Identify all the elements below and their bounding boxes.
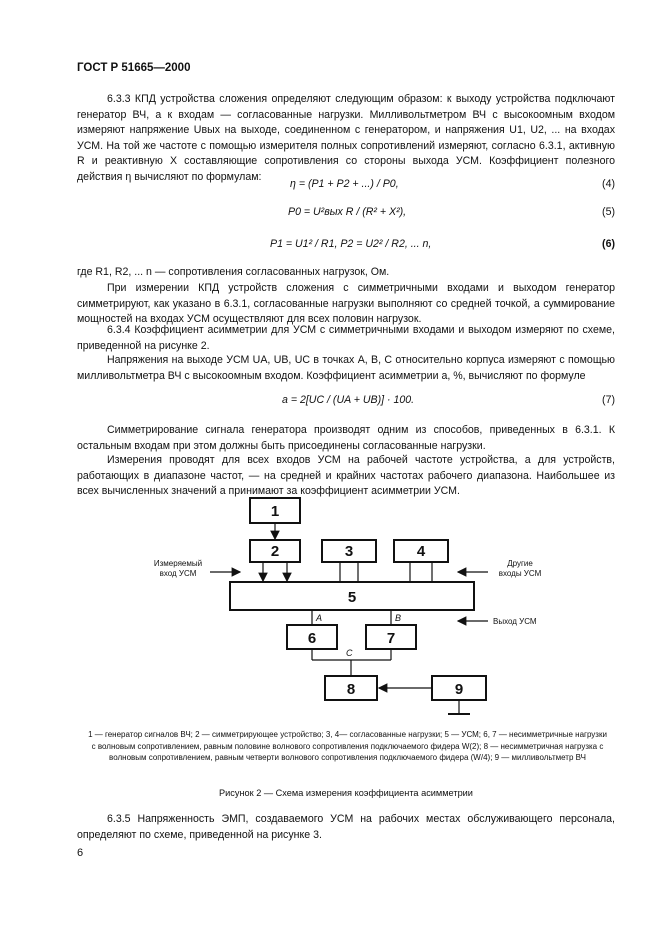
formula-6: P1 = U1² / R1, P2 = U2² / R2, ... n,	[270, 238, 432, 250]
block-2-label: 2	[270, 543, 280, 560]
block-8-label: 8	[346, 681, 356, 698]
block-3-label: 3	[344, 543, 354, 560]
figure-2-diagram	[0, 490, 661, 720]
paragraph-6-3-4: 6.3.4 Коэффициент асимметрии для УСМ с симметричными входами и выходом измеряют по схеме, приведенной на рисунке 2.	[77, 324, 615, 352]
block-6-label: 6	[307, 630, 317, 647]
paragraph-6-3-5: 6.3.5 Напряженность ЭМП, создаваемого УСМ на рабочих местах обслуживающего персонала, определяют по схеме, приведенной на рисунке 3.	[77, 813, 615, 841]
paragraph-measurements: Измерения проводят для всех входов УСМ на рабочей частоте устройства, а для устройств, работающих в диапазоне частот, — на средней и крайних частотах рабочего диапазона. Наибольшее из всех вычисленных значений a принимают за коэффициент асимметрии УСМ.	[77, 454, 615, 498]
block-5-label: 5	[347, 589, 357, 606]
block-4-label: 4	[416, 543, 426, 560]
label-other-inputs-1: Другие	[507, 559, 533, 568]
formula-4-number: (4)	[602, 178, 615, 190]
page-number: 6	[77, 847, 84, 859]
formula-4: η = (P1 + P2 + ...) / P0,	[290, 178, 399, 190]
formula-7: a = 2[UC / (UA + UB)] · 100.	[282, 394, 415, 406]
block-1-label: 1	[270, 503, 280, 520]
figure-legend: 1 — генератор сигналов ВЧ; 2 — симметрирующее устройство; 3, 4— согласованные нагрузки; 5 — УСМ; 6, 7 — несимметричные нагрузки с волновым сопротивлением, равным половине волнового сопротивления подключаемого фидера W(2); 8 — несимметричная нагрузка с волновым сопротивлением, равным четверти волнового сопротивления подключаемого фидера (W/4); 9 — милливольтметр ВЧ	[88, 730, 607, 762]
block-9-label: 9	[454, 681, 464, 698]
document-header: ГОСТ Р 51665—2000	[77, 62, 191, 74]
point-b: B	[395, 613, 402, 623]
point-c: C	[346, 648, 353, 658]
paragraph-6-3-3: 6.3.3 КПД устройства сложения определяют следующим образом: к выходу устройства подключают генератор ВЧ, а к входам — согласованные нагрузки. Милливольтметром ВЧ с высокоомным входом измеряют напряжение Uвых на выходе, соединенном с генератором, и напряжения U1, U2, ... на входах УСМ. На той же частоте с помощью измерителя полных сопротивлений измеряют, согласно 6.3.1, активную R и реактивную X составляющие сопротивления со стороны выхода УСМ. Коэффициент полезного действия η вычисляют по формулам:	[77, 93, 615, 183]
formula-5: P0 = U²вых R / (R² + X²),	[288, 206, 407, 218]
paragraph-voltage: Напряжения на выходе УСМ UA, UB, UC в точках A, B, C относительно корпуса измеряют с помощью милливольтметра ВЧ с высокоомным входом. Коэффициент асимметрии a, %, вычисляют по формуле	[77, 354, 615, 382]
paragraph-where: где R1, R2, ... n — сопротивления согласованных нагрузок, Ом.	[77, 266, 390, 278]
point-a: A	[316, 613, 323, 623]
paragraph-symmetric: При измерении КПД устройств сложения с симметричными входами и выходом генератор симметрируют, как указано в 6.3.1, согласованные нагрузки выполняют со средней точкой, а суммирование мощностей на входах УСМ осуществляют для всех половин нагрузок.	[77, 282, 615, 326]
figure-title: Рисунок 2 — Схема измерения коэффициента асимметрии	[219, 788, 473, 798]
label-other-inputs-2: входы УСМ	[498, 569, 542, 578]
formula-5-number: (5)	[602, 206, 615, 218]
formula-6-number: (6)	[602, 238, 615, 250]
label-output: Выход УСМ	[493, 617, 537, 626]
label-measured-input-1: Измеряемый	[153, 559, 203, 568]
label-measured-input-2: вход УСМ	[159, 569, 197, 578]
paragraph-symmetrization: Симметрирование сигнала генератора производят одним из способов, приведенных в 6.3.1. К остальным входам при этом должны быть присоединены согласованные нагрузки.	[77, 424, 615, 452]
block-7-label: 7	[386, 630, 396, 647]
formula-7-number: (7)	[602, 394, 615, 406]
